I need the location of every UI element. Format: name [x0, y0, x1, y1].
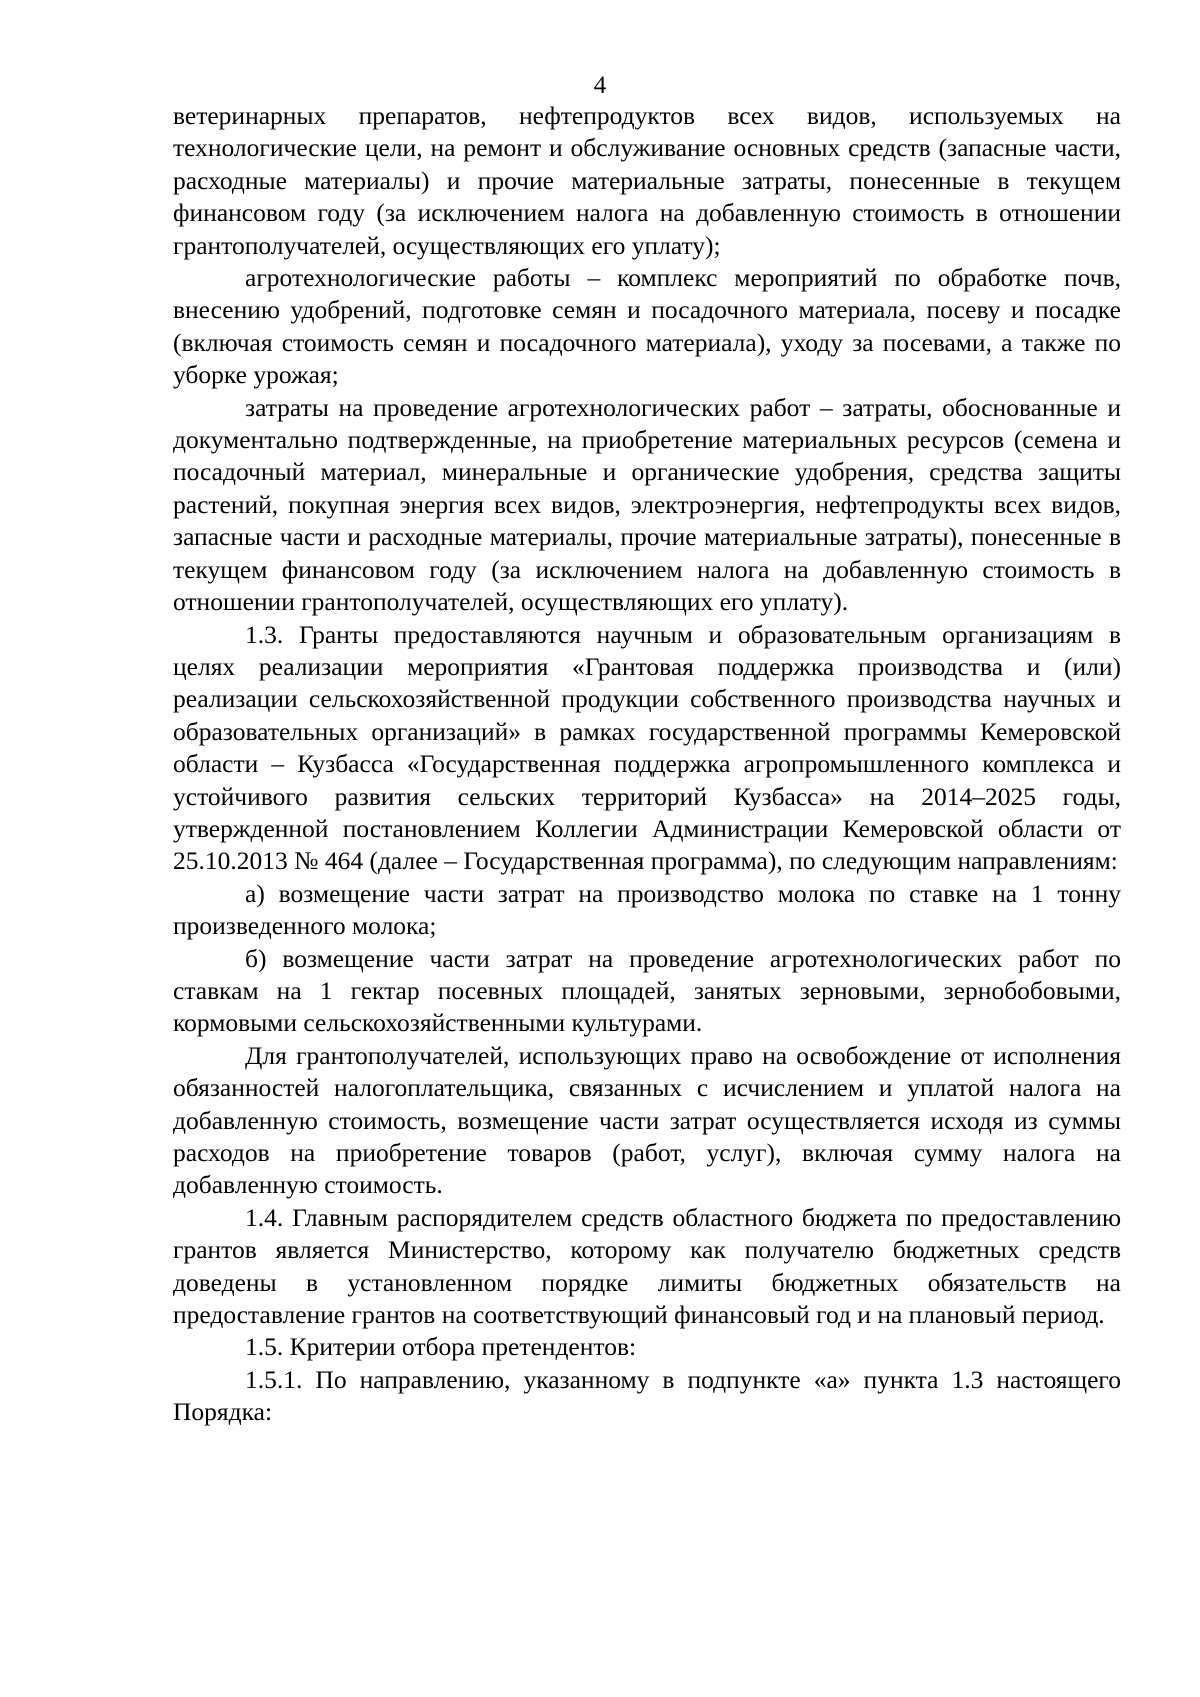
paragraph-direction-b: б) возмещение части затрат на проведение агротехнологических работ по ставкам на 1 гектар посевных площадей, занятых зерновыми, зернобобовыми, кормовыми сельскохозяйственными культурами.: [173, 943, 1121, 1038]
paragraph-1-3-grants: 1.3. Гранты предоставляются научным и образовательным организациям в целях реализации мероприятия «Грантовая поддержка производства и (или) реализации сельскохозяйственной продукции собственного производства научных и образовательных организаций» в рамках государственной программы Кемеровской области – Кузбасса «Государственная поддержка агропромышленного комплекса и устойчивого развития сельских территорий Кузбасса» на 2014–2025 годы, утвержденной постановлением Коллегии Администрации Кемеровской области от 25.10.2013 № 464 (далее – Государственная программа), по следующим направлениям:: [173, 619, 1121, 876]
page-number: 4: [593, 72, 607, 99]
paragraph-definition-agrotech-costs: затраты на проведение агротехнологических работ – затраты, обоснованные и документально подтвержденные, на приобретение материальных ресурсов (семена и посадочный материал, минеральные и органические удобрения, средства защиты растений, покупная энергия всех видов, электроэнергия, нефтепродукты всех видов, запасные части и расходные материалы, прочие материальные затраты), понесенные в текущем финансовом году (за исключением налога на добавленную стоимость в отношении грантополучателей, осуществляющих его уплату).: [173, 392, 1121, 617]
document-body: [173, 100, 1121, 1429]
paragraph-1-4-main-administrator: 1.4. Главным распорядителем средств областного бюджета по предоставлению грантов является Министерство, которому как получателю бюджетных средств доведены в установленном порядке лимиты бюджетных обязательств на предоставление грантов на соответствующий финансовый год и на плановый период.: [173, 1202, 1121, 1330]
paragraph-1-5-1-direction-a: 1.5.1. По направлению, указанному в подпункте «а» пункта 1.3 настоящего Порядка:: [173, 1364, 1121, 1427]
paragraph-definition-agrotech-works: агротехнологические работы – комплекс мероприятий по обработке почв, внесению удобрений, подготовке семян и посадочного материала, посеву и посадке (включая стоимость семян и посадочного материала), уходу за посевами, а также по уборке урожая;: [173, 263, 1121, 390]
paragraph-direction-a: а) возмещение части затрат на производство молока по ставке на 1 тонну произведенного молока;: [173, 878, 1121, 941]
paragraph-1-5-selection-criteria: 1.5. Критерии отбора претендентов:: [245, 1332, 637, 1362]
paragraph-vat-exemption: Для грантополучателей, использующих право на освобождение от исполнения обязанностей налогоплательщика, связанных с исчислением и уплатой налога на добавленную стоимость, возмещение части затрат осуществляется исходя из суммы расходов на приобретение товаров (работ, услуг), включая сумму налога на добавленную стоимость.: [173, 1040, 1121, 1200]
paragraph-definition-materials-continued: ветеринарных препаратов, нефтепродуктов всех видов, используемых на технологические цели, на ремонт и обслуживание основных средств (запасные части, расходные материалы) и прочие материальные затраты, понесенные в текущем финансовом году (за исключением налога на добавленную стоимость в отношении грантополучателей, осуществляющих его уплату);: [173, 101, 1121, 260]
